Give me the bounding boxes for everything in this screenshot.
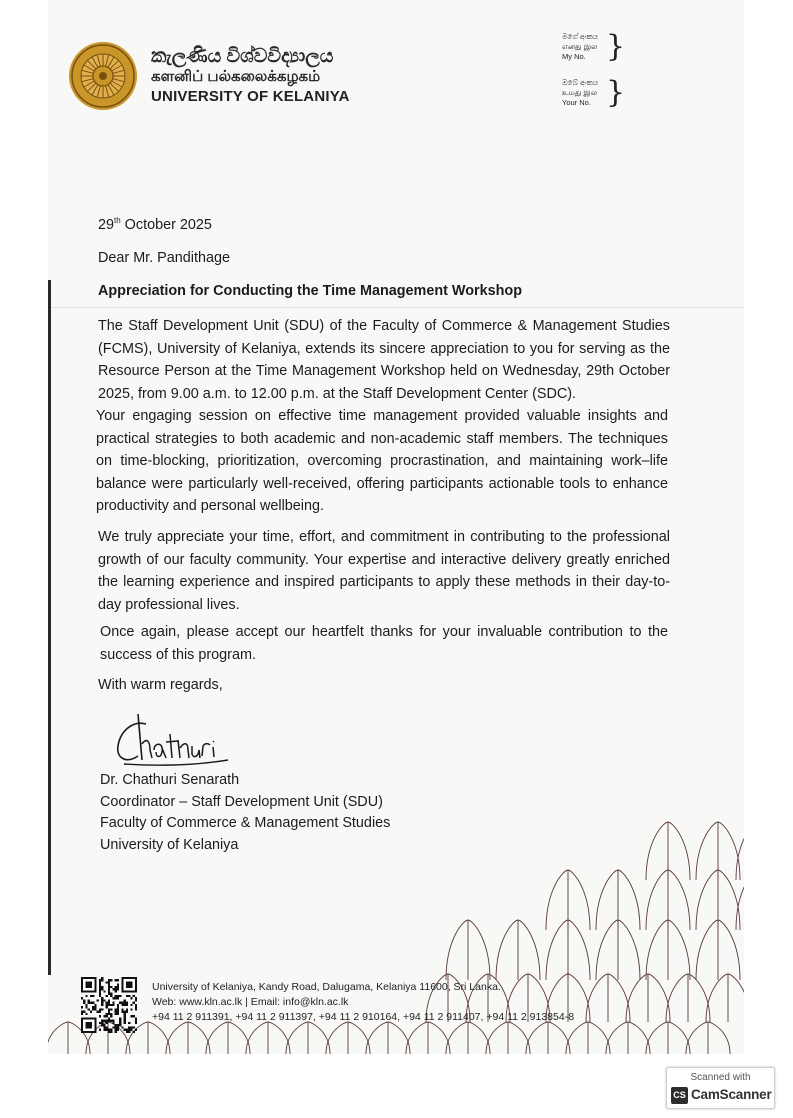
- footer-phones: +94 11 2 911391, +94 11 2 911397, +94 11 2 910164, +94 11 2 911407, +94 11 2 913854-8: [152, 1011, 575, 1023]
- university-name-block: [151, 46, 350, 107]
- your-no-sinhala: ඔබේ අංකය: [562, 78, 599, 87]
- paragraph-4: Once again, please accept our heartfelt thanks for your invaluable contribution to the success of this program.: [100, 624, 668, 663]
- scanned-with-label: Scanned with: [690, 1072, 751, 1083]
- signer-name: Dr. Chathuri Senarath: [100, 772, 240, 788]
- date-suffix: th: [114, 216, 121, 225]
- footer-address: University of Kelaniya, Kandy Road, Dalugama, Kelaniya 11600, Sri Lanka.: [152, 981, 501, 993]
- letter-date: [98, 216, 212, 233]
- closing-line: With warm regards,: [98, 677, 223, 693]
- my-no-tamil: எனது இல: [562, 42, 598, 51]
- paragraph-1: The Staff Development Unit (SDU) of the Faculty of Commerce & Management Studies (FCMS), University of Kelaniya, extends its sincere appreciation to you for serving as the Resource Person at the Time Management Workshop held on Wednesday, 29th October 2025, from 9.00 a.m. to 12.00 p.m. at the Staff Development Center (SDC).: [98, 318, 670, 402]
- your-no-tamil: உமது இல: [562, 88, 597, 97]
- university-name-english: UNIVERSITY OF KELANIYA: [151, 88, 350, 105]
- signer-title: Coordinator – Staff Development Unit (SDU): [100, 793, 383, 810]
- handwritten-signature: [112, 710, 234, 772]
- signer-university: University of Kelaniya: [100, 836, 239, 853]
- university-logo-icon: [68, 41, 138, 111]
- date-day: 29: [98, 216, 115, 233]
- qr-code-icon: [81, 977, 137, 1033]
- signer-block: [100, 770, 390, 856]
- brace-icon: }: [606, 29, 626, 64]
- footer-web-email: Web: www.kln.ac.lk | Email: info@kln.ac.lk: [152, 996, 349, 1008]
- camscanner-brand: CamScanner: [691, 1087, 772, 1102]
- footer-contact: [152, 980, 574, 1025]
- paragraph-3: We truly appreciate your time, effort, and commitment in contributing to the professional growth of our faculty community. Your expertise and interactive delivery greatly enriched the learning experience and inspired participants to apply these methods in their day-to-day professional lives.: [98, 529, 670, 613]
- my-number-reference: [562, 29, 626, 64]
- my-no-sinhala: මගේ අංකය: [562, 32, 598, 41]
- paragraph-2: Your engaging session on effective time management provided valuable insights and practical strategies to both academic and non-academic staff members. The techniques on time-blocking, prioritization, overcoming procrastination, and maintaining work–life balance were particularly well-received, offering participants actionable tools to enhance productivity and personal wellbeing.: [96, 408, 668, 514]
- my-no-english: My No.: [562, 52, 586, 61]
- brace-icon: }: [606, 75, 626, 110]
- university-name-tamil: களனிப் பல்கலைக்கழகம்: [151, 68, 321, 85]
- signer-faculty: Faculty of Commerce & Management Studies: [100, 815, 391, 831]
- salutation: Dear Mr. Pandithage: [98, 250, 230, 266]
- letter-subject: Appreciation for Conducting the Time Management Workshop: [98, 283, 523, 299]
- your-number-reference: [562, 75, 626, 110]
- paper-left-edge: [48, 280, 51, 975]
- university-name-sinhala: කැලණිය විශ්වවිද්‍යාලය: [151, 46, 334, 67]
- camscanner-watermark: [666, 1067, 775, 1109]
- date-month-year: October 2025: [120, 216, 212, 233]
- your-no-english: Your No.: [562, 98, 591, 107]
- camscanner-logo-icon: CS: [671, 1087, 688, 1104]
